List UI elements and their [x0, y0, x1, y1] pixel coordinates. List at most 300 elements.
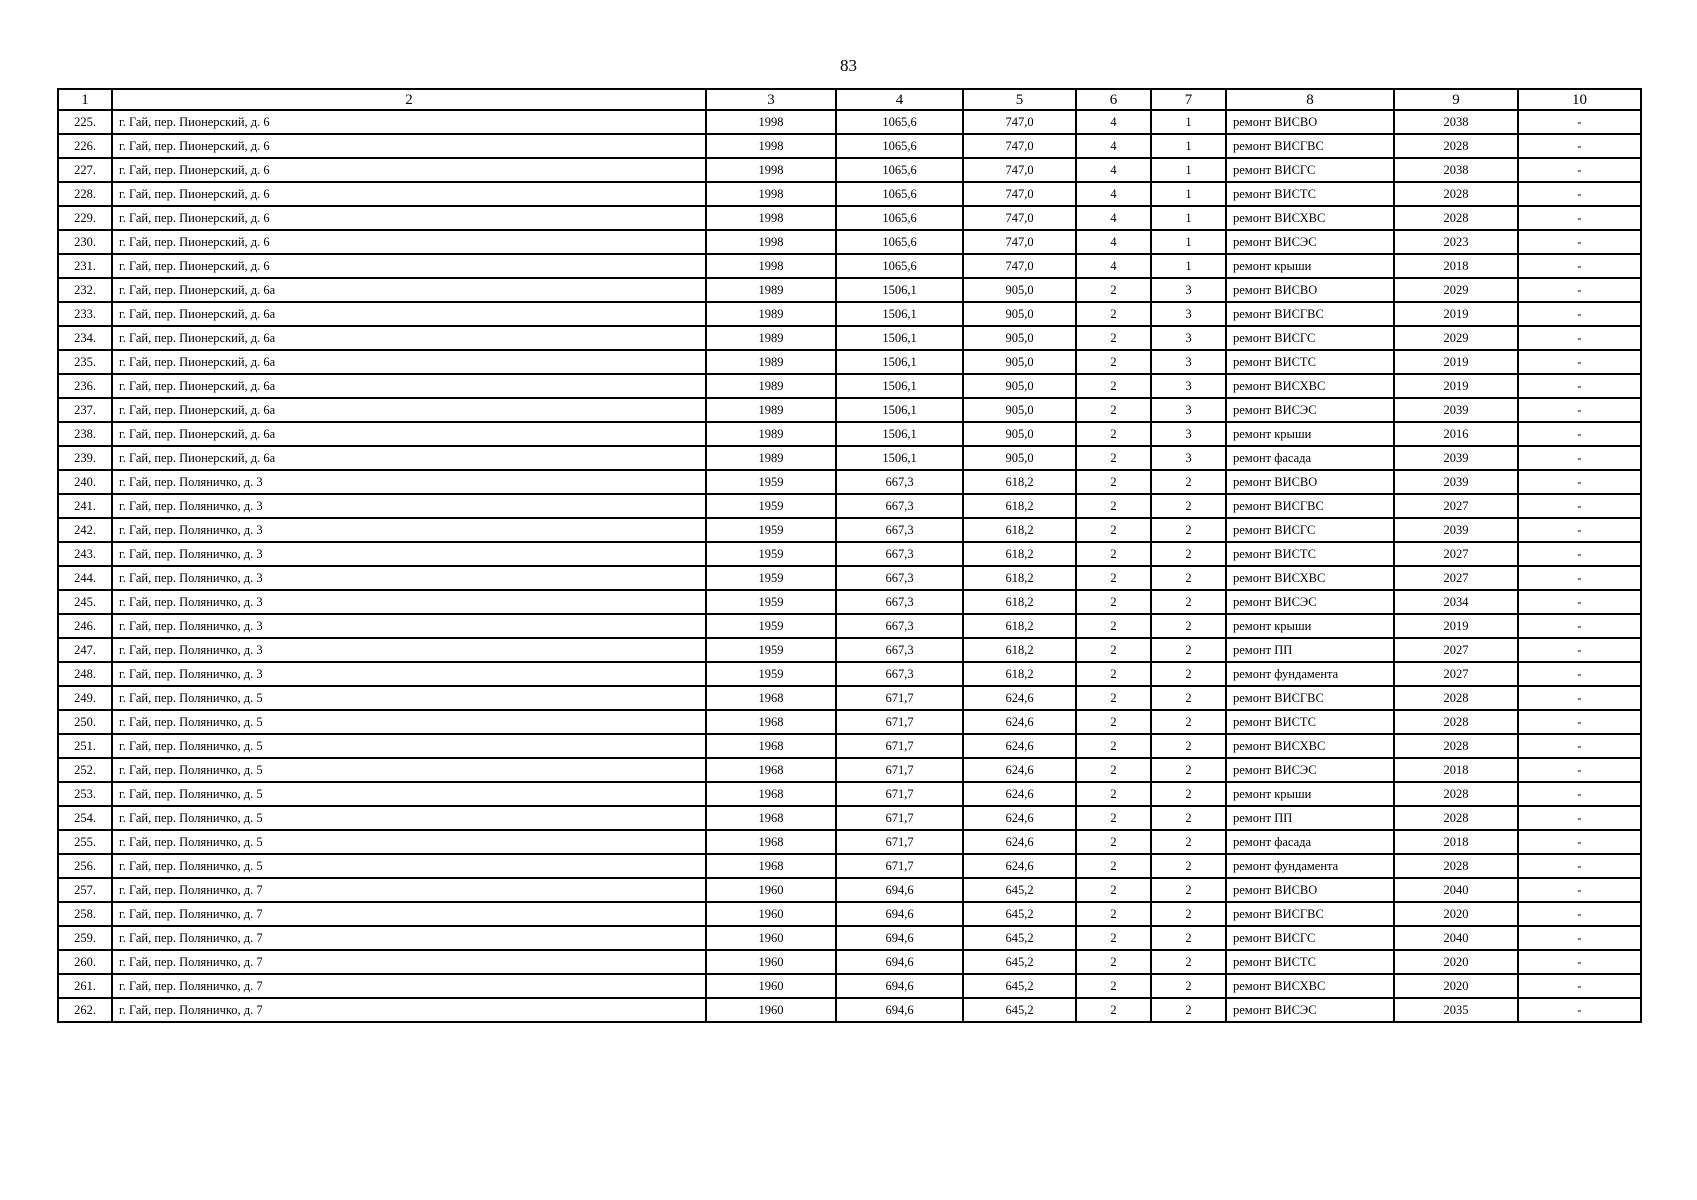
- planned-year-cell: 2039: [1394, 470, 1518, 494]
- entrances-cell: 2: [1151, 542, 1226, 566]
- address-cell: г. Гай, пер. Поляничко, д. 7: [112, 926, 706, 950]
- note-cell: -: [1518, 326, 1641, 350]
- living-area-cell: 905,0: [963, 350, 1076, 374]
- total-area-cell: 694,6: [836, 926, 963, 950]
- planned-year-cell: 2028: [1394, 206, 1518, 230]
- total-area-cell: 694,6: [836, 878, 963, 902]
- note-cell: -: [1518, 422, 1641, 446]
- total-area-cell: 667,3: [836, 470, 963, 494]
- living-area-cell: 645,2: [963, 974, 1076, 998]
- floors-cell: 2: [1076, 494, 1151, 518]
- row-number-cell: 251.: [58, 734, 112, 758]
- address-cell: г. Гай, пер. Пионерский, д. 6а: [112, 350, 706, 374]
- floors-cell: 4: [1076, 254, 1151, 278]
- living-area-cell: 624,6: [963, 758, 1076, 782]
- year-cell: 1959: [706, 590, 836, 614]
- planned-year-cell: 2039: [1394, 398, 1518, 422]
- year-cell: 1959: [706, 494, 836, 518]
- total-area-cell: 667,3: [836, 590, 963, 614]
- address-cell: г. Гай, пер. Пионерский, д. 6: [112, 254, 706, 278]
- entrances-cell: 2: [1151, 518, 1226, 542]
- total-area-cell: 667,3: [836, 542, 963, 566]
- row-number-cell: 238.: [58, 422, 112, 446]
- entrances-cell: 1: [1151, 134, 1226, 158]
- row-number-cell: 241.: [58, 494, 112, 518]
- table-row: [58, 806, 1641, 830]
- floors-cell: 2: [1076, 302, 1151, 326]
- note-cell: -: [1518, 398, 1641, 422]
- note-cell: -: [1518, 614, 1641, 638]
- row-number-cell: 258.: [58, 902, 112, 926]
- note-cell: -: [1518, 686, 1641, 710]
- floors-cell: 2: [1076, 350, 1151, 374]
- total-area-cell: 671,7: [836, 710, 963, 734]
- table-row: [58, 302, 1641, 326]
- address-cell: г. Гай, пер. Поляничко, д. 7: [112, 950, 706, 974]
- note-cell: -: [1518, 494, 1641, 518]
- planned-year-cell: 2027: [1394, 662, 1518, 686]
- table-row: [58, 230, 1641, 254]
- note-cell: -: [1518, 998, 1641, 1022]
- living-area-cell: 645,2: [963, 902, 1076, 926]
- year-cell: 1959: [706, 518, 836, 542]
- total-area-cell: 1506,1: [836, 422, 963, 446]
- address-cell: г. Гай, пер. Поляничко, д. 5: [112, 734, 706, 758]
- living-area-cell: 624,6: [963, 854, 1076, 878]
- table-row: [58, 110, 1641, 134]
- address-cell: г. Гай, пер. Поляничко, д. 3: [112, 590, 706, 614]
- year-cell: 1989: [706, 422, 836, 446]
- address-cell: г. Гай, пер. Поляничко, д. 7: [112, 878, 706, 902]
- floors-cell: 2: [1076, 974, 1151, 998]
- row-number-cell: 230.: [58, 230, 112, 254]
- note-cell: -: [1518, 758, 1641, 782]
- note-cell: -: [1518, 206, 1641, 230]
- total-area-cell: 1065,6: [836, 182, 963, 206]
- repair-type-cell: ремонт ВИСГВС: [1226, 686, 1394, 710]
- total-area-cell: 1065,6: [836, 254, 963, 278]
- table-row: [58, 830, 1641, 854]
- year-cell: 1968: [706, 782, 836, 806]
- total-area-cell: 1065,6: [836, 158, 963, 182]
- living-area-cell: 624,6: [963, 734, 1076, 758]
- note-cell: -: [1518, 254, 1641, 278]
- living-area-cell: 618,2: [963, 638, 1076, 662]
- address-cell: г. Гай, пер. Поляничко, д. 3: [112, 518, 706, 542]
- note-cell: -: [1518, 278, 1641, 302]
- living-area-cell: 618,2: [963, 590, 1076, 614]
- repair-type-cell: ремонт ВИСГВС: [1226, 902, 1394, 926]
- year-cell: 1968: [706, 806, 836, 830]
- row-number-cell: 234.: [58, 326, 112, 350]
- repair-type-cell: ремонт ВИСГС: [1226, 158, 1394, 182]
- year-cell: 1960: [706, 926, 836, 950]
- planned-year-cell: 2019: [1394, 302, 1518, 326]
- table-row: [58, 542, 1641, 566]
- planned-year-cell: 2039: [1394, 518, 1518, 542]
- entrances-cell: 2: [1151, 782, 1226, 806]
- repair-type-cell: ремонт фасада: [1226, 446, 1394, 470]
- repair-type-cell: ремонт ВИСТС: [1226, 542, 1394, 566]
- address-cell: г. Гай, пер. Поляничко, д. 3: [112, 470, 706, 494]
- floors-cell: 2: [1076, 518, 1151, 542]
- note-cell: -: [1518, 590, 1641, 614]
- note-cell: -: [1518, 518, 1641, 542]
- row-number-cell: 244.: [58, 566, 112, 590]
- row-number-cell: 262.: [58, 998, 112, 1022]
- repair-type-cell: ремонт крыши: [1226, 614, 1394, 638]
- column-header: 7: [1151, 89, 1226, 110]
- row-number-cell: 240.: [58, 470, 112, 494]
- table-row: [58, 446, 1641, 470]
- repair-type-cell: ремонт фундамента: [1226, 662, 1394, 686]
- year-cell: 1959: [706, 470, 836, 494]
- address-cell: г. Гай, пер. Пионерский, д. 6: [112, 134, 706, 158]
- year-cell: 1998: [706, 206, 836, 230]
- repair-type-cell: ремонт ВИСГВС: [1226, 302, 1394, 326]
- total-area-cell: 694,6: [836, 974, 963, 998]
- entrances-cell: 1: [1151, 158, 1226, 182]
- address-cell: г. Гай, пер. Поляничко, д. 3: [112, 542, 706, 566]
- floors-cell: 2: [1076, 902, 1151, 926]
- note-cell: -: [1518, 782, 1641, 806]
- planned-year-cell: 2027: [1394, 566, 1518, 590]
- total-area-cell: 1506,1: [836, 302, 963, 326]
- living-area-cell: 618,2: [963, 518, 1076, 542]
- column-header: 2: [112, 89, 706, 110]
- address-cell: г. Гай, пер. Пионерский, д. 6а: [112, 446, 706, 470]
- row-number-cell: 232.: [58, 278, 112, 302]
- total-area-cell: 671,7: [836, 782, 963, 806]
- repair-type-cell: ремонт ВИСГС: [1226, 518, 1394, 542]
- floors-cell: 2: [1076, 734, 1151, 758]
- entrances-cell: 1: [1151, 230, 1226, 254]
- floors-cell: 4: [1076, 230, 1151, 254]
- year-cell: 1968: [706, 734, 836, 758]
- repair-type-cell: ремонт ВИСЭС: [1226, 398, 1394, 422]
- row-number-cell: 237.: [58, 398, 112, 422]
- address-cell: г. Гай, пер. Поляничко, д. 7: [112, 998, 706, 1022]
- floors-cell: 4: [1076, 182, 1151, 206]
- repair-type-cell: ремонт ВИСТС: [1226, 710, 1394, 734]
- table-row: [58, 398, 1641, 422]
- planned-year-cell: 2028: [1394, 710, 1518, 734]
- floors-cell: 2: [1076, 398, 1151, 422]
- entrances-cell: 2: [1151, 878, 1226, 902]
- year-cell: 1959: [706, 566, 836, 590]
- repair-type-cell: ремонт ПП: [1226, 806, 1394, 830]
- living-area-cell: 624,6: [963, 686, 1076, 710]
- address-cell: г. Гай, пер. Поляничко, д. 5: [112, 854, 706, 878]
- note-cell: -: [1518, 542, 1641, 566]
- entrances-cell: 2: [1151, 662, 1226, 686]
- row-number-cell: 247.: [58, 638, 112, 662]
- note-cell: -: [1518, 470, 1641, 494]
- repair-type-cell: ремонт ВИСГС: [1226, 926, 1394, 950]
- floors-cell: 4: [1076, 158, 1151, 182]
- table-row: [58, 422, 1641, 446]
- living-area-cell: 624,6: [963, 782, 1076, 806]
- planned-year-cell: 2029: [1394, 278, 1518, 302]
- row-number-cell: 255.: [58, 830, 112, 854]
- entrances-cell: 2: [1151, 854, 1226, 878]
- living-area-cell: 905,0: [963, 374, 1076, 398]
- total-area-cell: 1065,6: [836, 134, 963, 158]
- total-area-cell: 671,7: [836, 758, 963, 782]
- planned-year-cell: 2019: [1394, 350, 1518, 374]
- entrances-cell: 3: [1151, 302, 1226, 326]
- total-area-cell: 694,6: [836, 902, 963, 926]
- floors-cell: 2: [1076, 422, 1151, 446]
- living-area-cell: 747,0: [963, 230, 1076, 254]
- total-area-cell: 1506,1: [836, 278, 963, 302]
- year-cell: 1998: [706, 110, 836, 134]
- living-area-cell: 618,2: [963, 662, 1076, 686]
- living-area-cell: 618,2: [963, 542, 1076, 566]
- row-number-cell: 252.: [58, 758, 112, 782]
- living-area-cell: 618,2: [963, 614, 1076, 638]
- address-cell: г. Гай, пер. Пионерский, д. 6а: [112, 374, 706, 398]
- repair-type-cell: ремонт ВИСЭС: [1226, 998, 1394, 1022]
- year-cell: 1960: [706, 902, 836, 926]
- row-number-cell: 239.: [58, 446, 112, 470]
- floors-cell: 2: [1076, 686, 1151, 710]
- repair-type-cell: ремонт ВИСЭС: [1226, 758, 1394, 782]
- planned-year-cell: 2028: [1394, 854, 1518, 878]
- entrances-cell: 3: [1151, 278, 1226, 302]
- living-area-cell: 618,2: [963, 494, 1076, 518]
- row-number-cell: 226.: [58, 134, 112, 158]
- planned-year-cell: 2016: [1394, 422, 1518, 446]
- planned-year-cell: 2028: [1394, 182, 1518, 206]
- table-row: [58, 518, 1641, 542]
- address-cell: г. Гай, пер. Поляничко, д. 5: [112, 710, 706, 734]
- entrances-cell: 3: [1151, 398, 1226, 422]
- table-row: [58, 494, 1641, 518]
- address-cell: г. Гай, пер. Пионерский, д. 6: [112, 158, 706, 182]
- note-cell: -: [1518, 854, 1641, 878]
- planned-year-cell: 2019: [1394, 374, 1518, 398]
- entrances-cell: 2: [1151, 950, 1226, 974]
- total-area-cell: 671,7: [836, 686, 963, 710]
- year-cell: 1959: [706, 542, 836, 566]
- address-cell: г. Гай, пер. Поляничко, д. 7: [112, 902, 706, 926]
- planned-year-cell: 2028: [1394, 806, 1518, 830]
- year-cell: 1968: [706, 758, 836, 782]
- planned-year-cell: 2040: [1394, 878, 1518, 902]
- total-area-cell: 694,6: [836, 998, 963, 1022]
- year-cell: 1960: [706, 950, 836, 974]
- floors-cell: 2: [1076, 878, 1151, 902]
- note-cell: -: [1518, 830, 1641, 854]
- column-header: 5: [963, 89, 1076, 110]
- floors-cell: 2: [1076, 566, 1151, 590]
- floors-cell: 4: [1076, 134, 1151, 158]
- note-cell: -: [1518, 638, 1641, 662]
- planned-year-cell: 2028: [1394, 686, 1518, 710]
- table-body: [58, 110, 1641, 1022]
- repair-type-cell: ремонт ВИСХВС: [1226, 974, 1394, 998]
- year-cell: 1960: [706, 878, 836, 902]
- entrances-cell: 3: [1151, 374, 1226, 398]
- living-area-cell: 747,0: [963, 134, 1076, 158]
- total-area-cell: 1506,1: [836, 326, 963, 350]
- address-cell: г. Гай, пер. Поляничко, д. 5: [112, 758, 706, 782]
- repair-type-cell: ремонт ВИСХВС: [1226, 734, 1394, 758]
- row-number-cell: 228.: [58, 182, 112, 206]
- entrances-cell: 1: [1151, 206, 1226, 230]
- row-number-cell: 225.: [58, 110, 112, 134]
- planned-year-cell: 2038: [1394, 158, 1518, 182]
- table-row: [58, 710, 1641, 734]
- table-row: [58, 662, 1641, 686]
- entrances-cell: 2: [1151, 902, 1226, 926]
- repair-type-cell: ремонт фасада: [1226, 830, 1394, 854]
- living-area-cell: 747,0: [963, 158, 1076, 182]
- total-area-cell: 667,3: [836, 494, 963, 518]
- floors-cell: 2: [1076, 950, 1151, 974]
- row-number-cell: 253.: [58, 782, 112, 806]
- year-cell: 1998: [706, 134, 836, 158]
- entrances-cell: 2: [1151, 758, 1226, 782]
- repair-type-cell: ремонт ВИСВО: [1226, 470, 1394, 494]
- note-cell: -: [1518, 350, 1641, 374]
- address-cell: г. Гай, пер. Поляничко, д. 5: [112, 686, 706, 710]
- floors-cell: 2: [1076, 926, 1151, 950]
- repair-type-cell: ремонт ВИСЭС: [1226, 590, 1394, 614]
- total-area-cell: 1065,6: [836, 110, 963, 134]
- repair-type-cell: ремонт ВИСХВС: [1226, 206, 1394, 230]
- planned-year-cell: 2029: [1394, 326, 1518, 350]
- note-cell: -: [1518, 182, 1641, 206]
- note-cell: -: [1518, 302, 1641, 326]
- repair-type-cell: ремонт ВИСТС: [1226, 350, 1394, 374]
- floors-cell: 2: [1076, 758, 1151, 782]
- year-cell: 1968: [706, 830, 836, 854]
- address-cell: г. Гай, пер. Поляничко, д. 5: [112, 806, 706, 830]
- total-area-cell: 667,3: [836, 518, 963, 542]
- planned-year-cell: 2020: [1394, 950, 1518, 974]
- entrances-cell: 2: [1151, 470, 1226, 494]
- year-cell: 1960: [706, 998, 836, 1022]
- address-cell: г. Гай, пер. Пионерский, д. 6а: [112, 278, 706, 302]
- entrances-cell: 2: [1151, 590, 1226, 614]
- repair-type-cell: ремонт крыши: [1226, 782, 1394, 806]
- table-row: [58, 998, 1641, 1022]
- total-area-cell: 1065,6: [836, 230, 963, 254]
- living-area-cell: 747,0: [963, 182, 1076, 206]
- planned-year-cell: 2018: [1394, 254, 1518, 278]
- year-cell: 1968: [706, 686, 836, 710]
- entrances-cell: 2: [1151, 974, 1226, 998]
- living-area-cell: 905,0: [963, 398, 1076, 422]
- total-area-cell: 694,6: [836, 950, 963, 974]
- repair-type-cell: ремонт ВИСГВС: [1226, 134, 1394, 158]
- table-row: [58, 686, 1641, 710]
- table-row: [58, 566, 1641, 590]
- note-cell: -: [1518, 230, 1641, 254]
- planned-year-cell: 2020: [1394, 974, 1518, 998]
- planned-year-cell: 2028: [1394, 782, 1518, 806]
- entrances-cell: 2: [1151, 830, 1226, 854]
- repair-schedule-table: [57, 88, 1642, 1023]
- floors-cell: 2: [1076, 470, 1151, 494]
- floors-cell: 2: [1076, 638, 1151, 662]
- planned-year-cell: 2019: [1394, 614, 1518, 638]
- column-header: 9: [1394, 89, 1518, 110]
- entrances-cell: 3: [1151, 350, 1226, 374]
- repair-type-cell: ремонт ВИСТС: [1226, 182, 1394, 206]
- note-cell: -: [1518, 902, 1641, 926]
- entrances-cell: 2: [1151, 494, 1226, 518]
- floors-cell: 2: [1076, 806, 1151, 830]
- year-cell: 1998: [706, 230, 836, 254]
- floors-cell: 4: [1076, 206, 1151, 230]
- note-cell: -: [1518, 158, 1641, 182]
- planned-year-cell: 2018: [1394, 758, 1518, 782]
- planned-year-cell: 2035: [1394, 998, 1518, 1022]
- note-cell: -: [1518, 734, 1641, 758]
- table-row: [58, 158, 1641, 182]
- repair-type-cell: ремонт ВИСГС: [1226, 326, 1394, 350]
- year-cell: 1989: [706, 302, 836, 326]
- living-area-cell: 905,0: [963, 302, 1076, 326]
- living-area-cell: 905,0: [963, 446, 1076, 470]
- entrances-cell: 3: [1151, 422, 1226, 446]
- table-row: [58, 254, 1641, 278]
- entrances-cell: 2: [1151, 926, 1226, 950]
- total-area-cell: 1065,6: [836, 206, 963, 230]
- row-number-cell: 246.: [58, 614, 112, 638]
- address-cell: г. Гай, пер. Поляничко, д. 5: [112, 830, 706, 854]
- repair-type-cell: ремонт ВИСЭС: [1226, 230, 1394, 254]
- year-cell: 1968: [706, 854, 836, 878]
- address-cell: г. Гай, пер. Поляничко, д. 3: [112, 614, 706, 638]
- planned-year-cell: 2034: [1394, 590, 1518, 614]
- year-cell: 1989: [706, 350, 836, 374]
- living-area-cell: 618,2: [963, 470, 1076, 494]
- living-area-cell: 645,2: [963, 998, 1076, 1022]
- entrances-cell: 1: [1151, 254, 1226, 278]
- address-cell: г. Гай, пер. Поляничко, д. 3: [112, 662, 706, 686]
- address-cell: г. Гай, пер. Поляничко, д. 3: [112, 494, 706, 518]
- year-cell: 1959: [706, 614, 836, 638]
- planned-year-cell: 2023: [1394, 230, 1518, 254]
- floors-cell: 4: [1076, 110, 1151, 134]
- repair-type-cell: ремонт ВИСВО: [1226, 278, 1394, 302]
- planned-year-cell: 2027: [1394, 542, 1518, 566]
- floors-cell: 2: [1076, 326, 1151, 350]
- floors-cell: 2: [1076, 830, 1151, 854]
- note-cell: -: [1518, 566, 1641, 590]
- total-area-cell: 1506,1: [836, 374, 963, 398]
- note-cell: -: [1518, 974, 1641, 998]
- table-row: [58, 206, 1641, 230]
- row-number-cell: 236.: [58, 374, 112, 398]
- row-number-cell: 256.: [58, 854, 112, 878]
- note-cell: -: [1518, 926, 1641, 950]
- entrances-cell: 2: [1151, 686, 1226, 710]
- floors-cell: 2: [1076, 614, 1151, 638]
- repair-type-cell: ремонт крыши: [1226, 254, 1394, 278]
- address-cell: г. Гай, пер. Поляничко, д. 7: [112, 974, 706, 998]
- table-row: [58, 326, 1641, 350]
- planned-year-cell: 2039: [1394, 446, 1518, 470]
- repair-type-cell: ремонт фундамента: [1226, 854, 1394, 878]
- floors-cell: 2: [1076, 374, 1151, 398]
- row-number-cell: 259.: [58, 926, 112, 950]
- living-area-cell: 747,0: [963, 254, 1076, 278]
